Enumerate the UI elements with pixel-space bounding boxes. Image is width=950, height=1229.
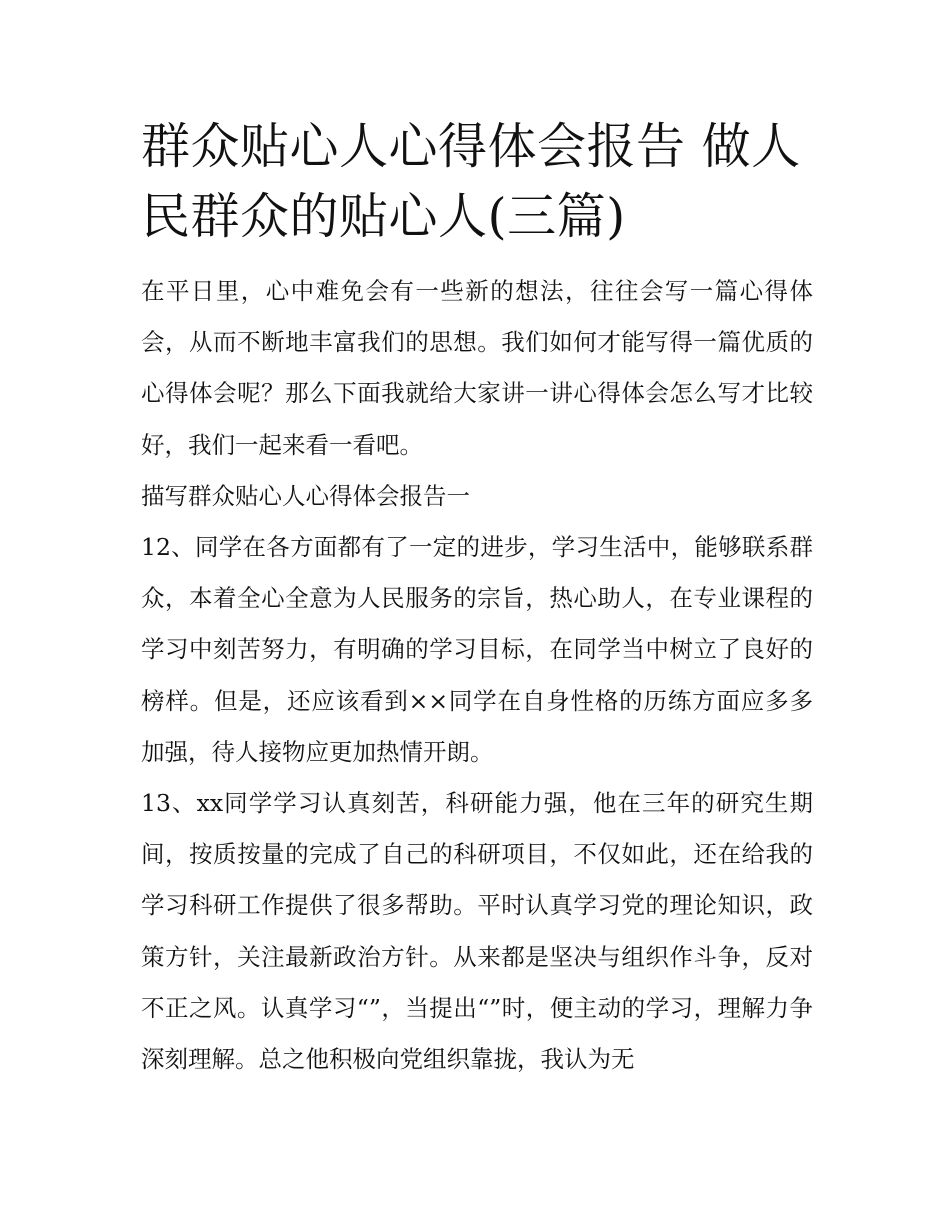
document-title: 群众贴心人心得体会报告 做人民群众的贴心人(三篇) <box>141 118 801 245</box>
intro-paragraph: 在平日里，心中难免会有一些新的想法，往往会写一篇心得体会，从而不断地丰富我们的思想。我们如何才能写得一篇优质的心得体会呢？那么下面我就给大家讲一讲心得体会怎么写才比较好，我们一起来看一看吧。 <box>141 277 813 459</box>
section-heading: 描写群众贴心人心得体会报告一 <box>141 481 470 510</box>
item-13-paragraph: 13、xx同学学习认真刻苦，科研能力强，他在三年的研究生期间，按质按量的完成了自己的科研项目，不仅如此，还在给我的学习科研工作提供了很多帮助。平时认真学习党的理论知识，政策方针，关注最新政治方针。从来都是坚决与组织作斗争，反对不正之风。认真学习“”，当提出“”时，便主动的学习，理解力争深刻理解。总之他积极向党组织靠拢，我认为无 <box>141 789 813 1074</box>
document-page <box>141 112 813 1085</box>
item-12-paragraph: 12、同学在各方面都有了一定的进步，学习生活中，能够联系群众，本着全心全意为人民服务的宗旨，热心助人，在专业课程的学习中刻苦努力，有明确的学习目标，在同学当中树立了良好的榜样。但是，还应该看到××同学在自身性格的历练方面应多多加强，待人接物应更加热情开朗。 <box>141 533 813 766</box>
